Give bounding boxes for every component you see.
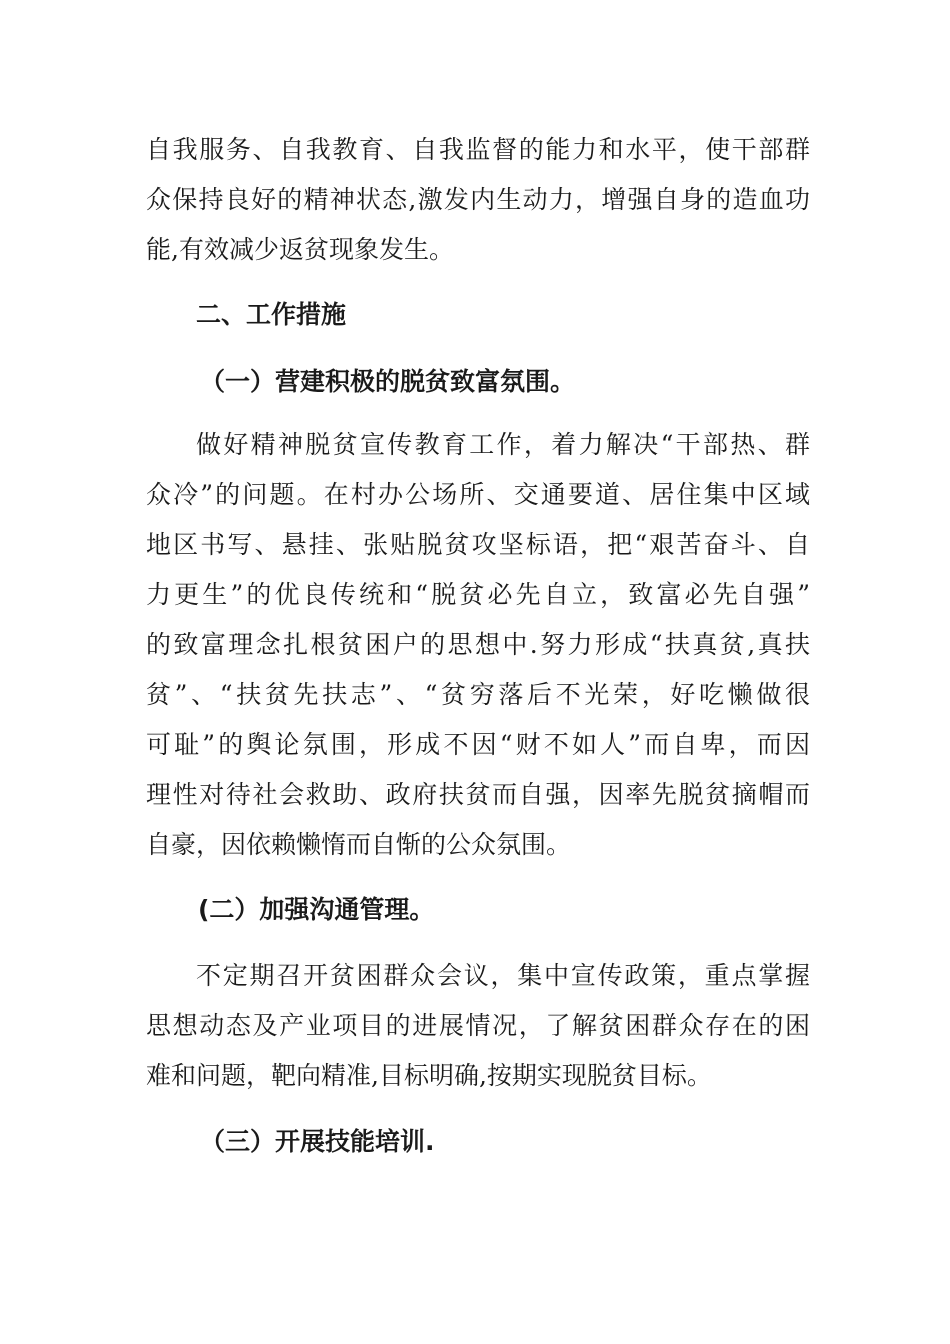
paragraph-line: 众冷”的问题。在村办公场所、交通要道、居住集中区域 [146, 480, 810, 509]
section-heading: 二、工作措施 [196, 300, 347, 329]
paragraph-line: 自我服务、自我教育、自我监督的能力和水平，使干部群 [146, 135, 810, 164]
paragraph-line: 能,有效减少返贫现象发生。 [146, 235, 454, 264]
paragraph-line: 众保持良好的精神状态,激发内生动力，增强自身的造血功 [146, 185, 810, 214]
paragraph-line: 力更生”的优良传统和“脱贫必先自立，致富必先自强” [146, 580, 810, 609]
subsection-heading-1: （一）营建积极的脱贫致富氛围。 [200, 367, 576, 396]
paragraph-line: 地区书写、悬挂、张贴脱贫攻坚标语，把“艰苦奋斗、自 [146, 530, 810, 559]
paragraph-line: 不定期召开贫困群众会议，集中宣传政策，重点掌握 [196, 961, 810, 990]
paragraph-line: 做好精神脱贫宣传教育工作，着力解决“干部热、群 [196, 430, 810, 459]
subsection-1-paragraph [146, 420, 810, 870]
subsection-heading-3: （三）开展技能培训. [200, 1127, 435, 1156]
subsection-heading-2: (二）加强沟通管理。 [198, 895, 435, 924]
paragraph-line: 理性对待社会救助、政府扶贫而自强，因率先脱贫摘帽而 [146, 780, 810, 809]
paragraph-line: 思想动态及产业项目的进展情况，了解贫困群众存在的困 [146, 1011, 810, 1040]
paragraph-line: 的致富理念扎根贫困户的思想中.努力形成“扶真贫,真扶 [146, 630, 810, 659]
subsection-2-paragraph [146, 951, 810, 1101]
paragraph-line: 自豪，因依赖懒惰而自惭的公众氛围。 [146, 830, 572, 859]
paragraph-line: 可耻”的舆论氛围，形成不因“财不如人”而自卑，而因 [146, 730, 810, 759]
intro-paragraph [146, 125, 810, 275]
paragraph-line: 难和问题，靶向精准,目标明确,按期实现脱贫目标。 [146, 1061, 712, 1090]
paragraph-line: 贫”、“扶贫先扶志”、“贫穷落后不光荣，好吃懒做很 [146, 680, 810, 709]
